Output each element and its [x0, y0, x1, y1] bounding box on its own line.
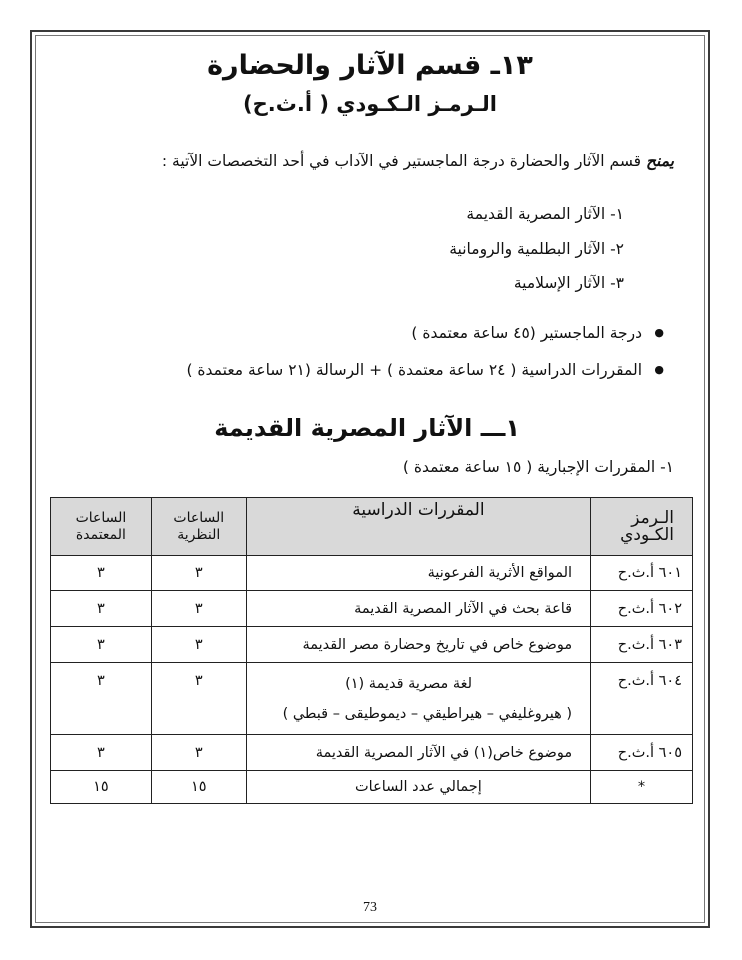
cell-theory: ٣ [151, 735, 246, 771]
table-row [51, 627, 693, 663]
cell-code: * [591, 771, 693, 804]
cell-credit: ١٥ [51, 771, 152, 804]
table-total-row [51, 771, 693, 804]
cell-course: موضوع خاص في تاريخ وحضارة مصر القديمة [246, 627, 590, 663]
cell-theory: ٣ [151, 627, 246, 663]
table-row [51, 591, 693, 627]
cell-credit: ٣ [51, 735, 152, 771]
page-title: ١٣ـ قسم الآثار والحضارة [207, 50, 533, 81]
cell-code: ٦٠٥ أ.ث.ح [591, 735, 693, 771]
cell-course: إجمالي عدد الساعات [246, 771, 590, 804]
course-line: لغة مصرية قديمة (١) [345, 675, 473, 692]
cell-credit: ٣ [51, 556, 152, 591]
bullet-item: ● المقررات الدراسية ( ٢٤ ساعة معتمدة ) + الرسالة (٢١ ساعة معتمدة ) [186, 361, 642, 379]
courses-table [50, 497, 693, 804]
cell-theory: ٣ [151, 663, 246, 735]
intro-bold: يمنح [646, 152, 674, 170]
cell-course: قاعة بحث في الآثار المصرية القديمة [246, 591, 590, 627]
header-course: المقررات الدراسية [246, 498, 590, 556]
intro-paragraph [162, 152, 674, 170]
cell-course: المواقع الأثرية الفرعونية [246, 556, 590, 591]
cell-course [246, 663, 590, 735]
section-subheading: ١- المقررات الإجبارية ( ١٥ ساعة معتمدة ) [402, 458, 674, 476]
header-code: الـرمز الكـودي [591, 498, 693, 556]
table-row [51, 735, 693, 771]
header-theory: الساعات النظرية [151, 498, 246, 556]
cell-credit: ٣ [51, 627, 152, 663]
cell-credit: ٣ [51, 663, 152, 735]
specialization-item: ٣- الآثار الإسلامية [513, 274, 624, 292]
table-header-row [51, 498, 693, 556]
specialization-item: ٢- الآثار البطلمية والرومانية [449, 240, 624, 258]
cell-code: ٦٠٣ أ.ث.ح [591, 627, 693, 663]
cell-theory: ١٥ [151, 771, 246, 804]
specialization-item: ١- الآثار المصرية القديمة [466, 205, 624, 223]
cell-credit: ٣ [51, 591, 152, 627]
page-number: 73 [363, 900, 377, 915]
course-line-2: ( هيروغليفي – هيراطيقي – ديموطيقى – قبطي ) [282, 705, 573, 722]
cell-course: موضوع خاص(١) في الآثار المصرية القديمة [246, 735, 590, 771]
table-row [51, 663, 693, 735]
table-row [51, 556, 693, 591]
cell-code: ٦٠٤ أ.ث.ح [591, 663, 693, 735]
intro-text: قسم الآثار والحضارة درجة الماجستير في الآداب في أحد التخصصات الآتية : [161, 152, 647, 170]
cell-theory: ٣ [151, 591, 246, 627]
cell-code: ٦٠١ أ.ث.ح [591, 556, 693, 591]
bullet-item: ● درجة الماجستير (٤٥ ساعة معتمدة ) [411, 324, 642, 342]
cell-theory: ٣ [151, 556, 246, 591]
cell-code: ٦٠٢ أ.ث.ح [591, 591, 693, 627]
page-subtitle: الـرمـز الـكـودي ( أ.ث.ح) [243, 92, 497, 116]
header-credit: الساعات المعتمدة [51, 498, 152, 556]
section-heading: ١ـــ الآثار المصرية القديمة [214, 414, 520, 442]
